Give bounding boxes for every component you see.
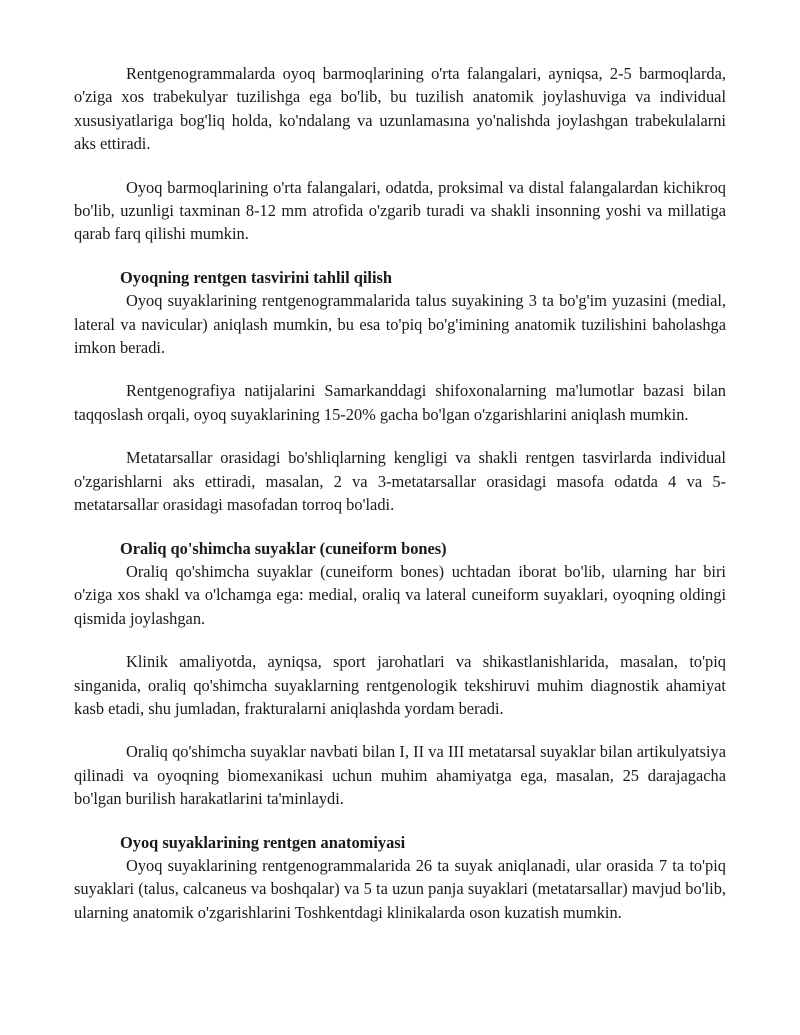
paragraph-talus-surfaces: Oyoq suyaklarining rentgenogrammalarida talus suyakining 3 ta bo'g'im yuzasini (medial, lateral va navicular) aniqlash mumkin, bu esa to'piq bo'g'imining anatomik tuzilishini baholashga imkon beradi.: [74, 291, 726, 358]
paragraph-cuneiform-articulation: Oraliq qo'shimcha suyaklar navbati bilan I, II va III metatarsal suyaklar bilan artikulyatsiya qilinadi va oyoqning biomexanikasi uchun muhim ahamiyatga ega, masalan, 25 darajagacha bo'lgan burilish harakatlarini ta'minlaydi.: [74, 742, 726, 809]
paragraph-foot-bones-count: Oyoq suyaklarining rentgenogrammalarida 26 ta suyak aniqlanadi, ular orasida 7 ta to'piq suyaklari (talus, calcaneus va boshqalar) va 5 ta uzun panja suyaklari (metatarsallar) mavjud bo'lib, ularning anatomik o'zgarishlarini Toshkentdagi klinikalarda oson kuzatish mumkin.: [74, 855, 726, 922]
paragraph-samarkand-database: Rentgenografiya natijalarini Samarkanddagi shifoxonalarning ma'lumotlar bazasi bilan taqqoslash orqali, oyoq suyaklarining 15-20% gacha bo'lgan o'zgarishlarini aniqlash mumkin.: [74, 381, 726, 424]
paragraph-cuneiform-description: Oraliq qo'shimcha suyaklar (cuneiform bones) uchtadan iborat bo'lib, ularning har biri o'ziga xos shakl va o'lchamga ega: medial, oraliq va lateral cuneiform suyaklari, oyoqning oldingi qismida joylashgan.: [74, 561, 726, 628]
paragraph-metatarsal-spaces: Metatarsallar orasidagi bo'shliqlarning kengligi va shakli rentgen tasvirlarda individual o'zgarishlarni aks ettiradi, masalan, 2 va 3-metatarsallar orasidagi masofa odatda 4 va 5-metatarsallar orasidagi masofadan torroq bo'ladi.: [74, 448, 726, 515]
section-heading-xray-anatomy: Oyoq suyaklarining rentgen anatomiyasi: [120, 832, 406, 852]
document-page: [74, 62, 726, 924]
paragraph-middle-phalanges-trabecular: Rentgenogrammalarda oyoq barmoqlarining o'rta falangalari, ayniqsa, 2-5 barmoqlarda, o'ziga xos trabekulyar tuzilishga ega bo'lib, bu tuzilish anatomik joylashuviga va individual xususiyatlariga bog'liq holda, ko'ndalang va uzunlamasına yo'nalishda joylashgan trabekulalarni aks ettiradi.: [74, 64, 726, 154]
section-heading-xray-analysis: Oyoqning rentgen tasvirini tahlil qilish: [120, 267, 393, 287]
paragraph-clinical-practice: Klinik amaliyotda, ayniqsa, sport jarohatlari va shikastlanishlarida, masalan, to'piq singanida, oraliq qo'shimcha suyaklarning rentgenologik tekshiruvi muhim diagnostik ahamiyat kasb etadi, shu jumladan, frakturalarni aniqlashda yordam beradi.: [74, 652, 726, 718]
section-heading-cuneiform-bones: Oraliq qo'shimcha suyaklar (cuneiform bones): [120, 538, 447, 558]
paragraph-middle-phalanges-size: Oyoq barmoqlarining o'rta falangalari, odatda, proksimal va distal falangalardan kichikroq bo'lib, uzunligi taxminan 8-12 mm atrofida o'zgarib turadi va shakli insonning yoshi va millatiga qarab farq qilishi mumkin.: [74, 177, 726, 244]
